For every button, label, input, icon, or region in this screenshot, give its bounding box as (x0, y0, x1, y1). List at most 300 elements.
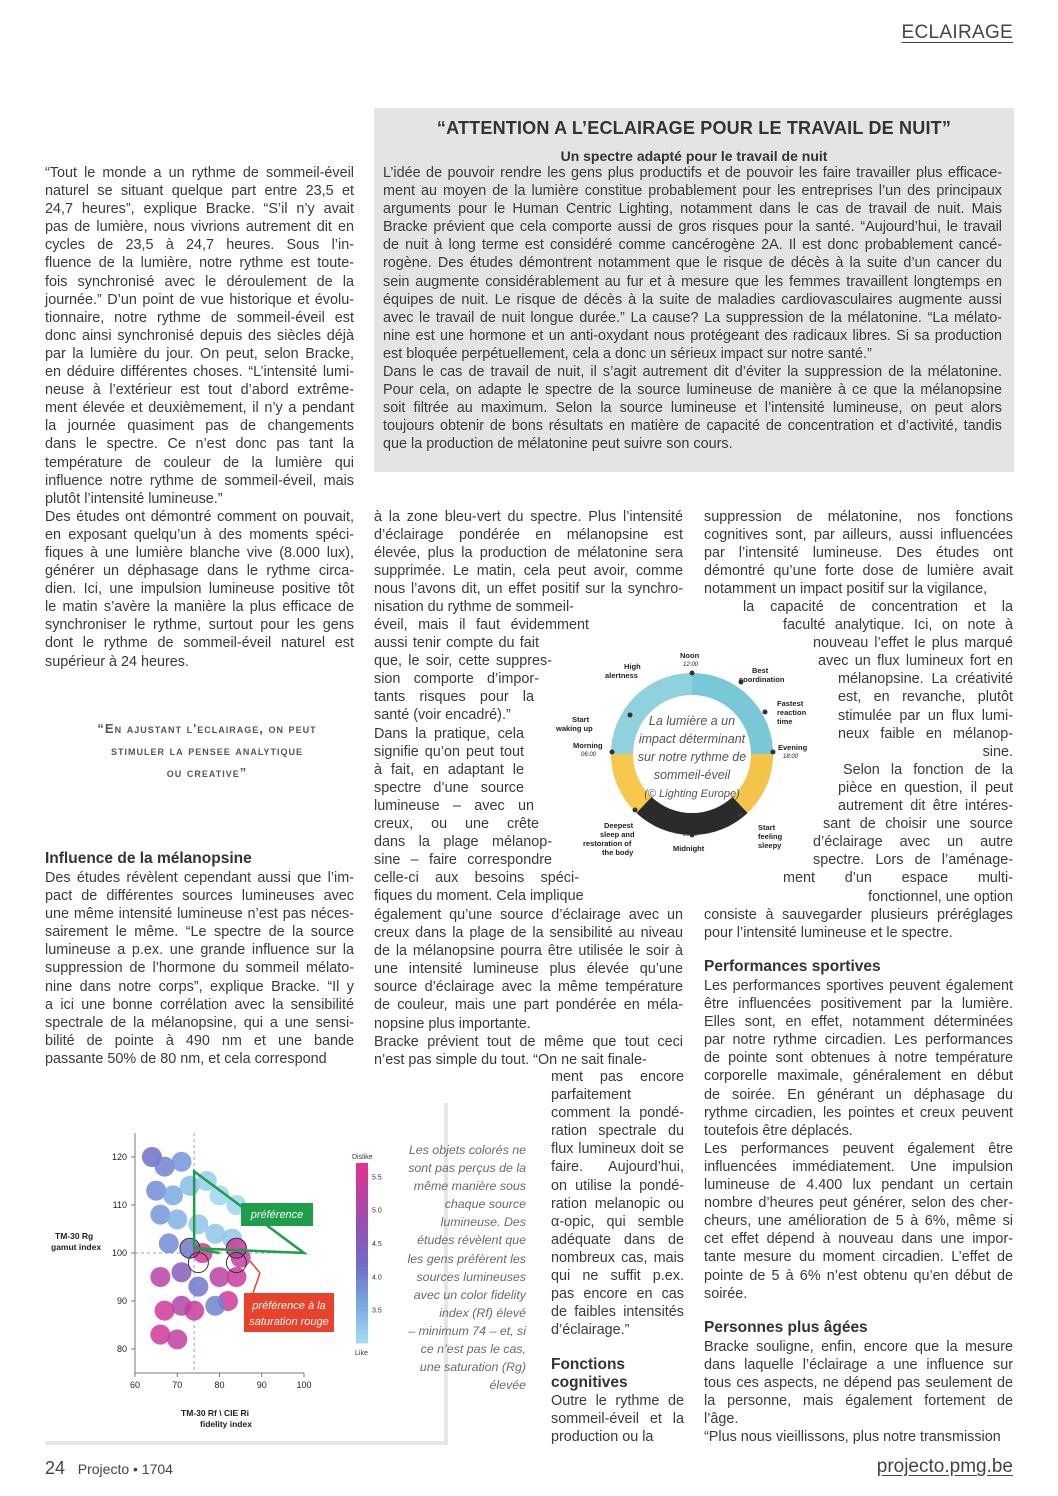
text-line: flux lumineux doit se (551, 1141, 684, 1158)
caption-line: même manière sous (413, 1179, 526, 1194)
text-line: nombreux cas, mais (551, 1249, 684, 1266)
text-line: pas encore en cas (551, 1286, 684, 1303)
data-point (171, 1152, 191, 1172)
label-deepest-sleep: sleep and (600, 830, 635, 839)
text-line: aussi tenir compte du fait (374, 635, 539, 652)
clock-center-text (638, 714, 746, 800)
colorbar-segment (356, 1276, 368, 1281)
pull-quote-line: ou creative” (166, 765, 248, 780)
label-fastest-reaction: Fastest (777, 699, 804, 708)
column-3-text (704, 508, 1013, 598)
column-2-text-3 (374, 906, 683, 1069)
data-point (184, 1301, 204, 1321)
text-line: être influencées positivement par la lumière. (704, 996, 1013, 1013)
caption-line: avec un color fidelity (413, 1287, 526, 1302)
text-line: que la production de mélatonine peut suivre son cours. (383, 436, 733, 453)
text-line: creux dans la plage de la sensibilité au niveau (374, 925, 683, 942)
colorbar-segment (356, 1213, 368, 1218)
chart-caption (400, 1141, 526, 1394)
text-line: “Plus nous vieillissons, plus notre transmission (704, 1429, 1001, 1446)
text-line: ration spectrale du (551, 1123, 684, 1140)
text-line: Les performances sportives peuvent également (704, 978, 1013, 994)
text-line: fiques à une lumière blanche vive (8.000 lux), (45, 544, 354, 561)
colorbar-tick-label: 3.5 (372, 1307, 382, 1315)
text-line: nine dans notre corps”, explique Bracke. “Il y (45, 978, 354, 995)
red-preference-label: saturation rouge (249, 1316, 329, 1328)
data-point (167, 1209, 187, 1229)
text-line: 24,7 heures”, explique Bracke. “S’il n’y avait (45, 201, 354, 218)
colorbar-segment (356, 1339, 368, 1344)
label-deepest-sleep: restoration of (583, 839, 632, 848)
text-line: bilité de pointe à 490 nm et une bande (45, 1032, 354, 1049)
heading-fonctions (551, 1356, 628, 1392)
text-line: la journée quasiment pas de changements (45, 418, 354, 435)
text-line: sine. (982, 743, 1013, 760)
text-line: spectre d’une source (374, 779, 524, 796)
text-line: toujours obtenir de bons résultats en matière de capacité de concentration et d’activité, tandis (383, 418, 1002, 435)
text-line: dans laquelle l’éclairage a une influence sur (704, 1357, 1013, 1374)
heading-personnes: Personnes plus âgées (704, 1319, 868, 1336)
text-line: consiste à sauvegarder plusieurs préréglages (704, 907, 1013, 923)
text-line: tants risques pour la (374, 689, 534, 706)
colorbar-segment (356, 1186, 368, 1191)
data-point (163, 1185, 183, 1205)
caption-line: les gens préfèrent les (407, 1251, 526, 1266)
text-line: le matin s’avère la manière la plus efficace de (45, 599, 354, 616)
colorbar-segment (356, 1208, 368, 1213)
text-line: lumineuse – avec un (374, 797, 534, 814)
colorbar-segment (356, 1177, 368, 1182)
text-line: tionnaire, notre rythme de sommeil-éveil est (45, 309, 354, 326)
page-number: 24 (45, 1458, 66, 1478)
data-point (205, 1296, 225, 1316)
text-line: nouveau l’effet le plus marqué (813, 635, 1013, 652)
footer-left (45, 1458, 173, 1479)
label-morning-time: 06:00 (581, 752, 597, 758)
text-line: par la lumière du jour. On peut, selon Bracke, (45, 345, 354, 362)
text-line: température de couleur de la lumière qui (45, 454, 354, 471)
colorbar-tick-label: 5.0 (372, 1207, 382, 1215)
preference-label: préférence (250, 1209, 304, 1221)
colorbar-segment (356, 1330, 368, 1335)
text-line: dien. Ici, une impulsion lumineuse positive tôt (45, 581, 354, 598)
text-line: “Tout le monde a un rythme de sommeil-éveil (45, 165, 354, 181)
data-point (150, 1267, 170, 1287)
text-line: suppression de mélatonine, nos fonctions (704, 509, 1013, 525)
data-point (159, 1233, 179, 1253)
text-line: supprimée. Le matin, cela peut avoir, comme (374, 563, 683, 580)
colorbar-segment (356, 1294, 368, 1299)
text-line: Selon la fonction de la (843, 761, 1013, 778)
caption-line: sources lumineuses (416, 1269, 526, 1284)
colorbar-segment (356, 1240, 368, 1245)
red-pointer-line (250, 1261, 260, 1273)
text-line: Elles sont, en effet, notamment déterminées (704, 1014, 1013, 1031)
text-line: la capacité de concentration et la (743, 599, 1013, 615)
text-line: sairement le même. “Le spectre de la source (45, 924, 354, 941)
text-line: neux faible en mélanop- (838, 725, 1013, 742)
circadian-clock-figure (552, 640, 808, 880)
colorbar-segment (356, 1235, 368, 1240)
x-axis-title: TM-30 Rf \ CIE Ri (181, 1408, 250, 1418)
colorbar-segment (356, 1195, 368, 1200)
text-line: on utilise la pondé- (551, 1177, 684, 1194)
text-line: n’est pas simple du tout. “On ne sait finale- (374, 1051, 647, 1068)
text-line: pointe de 5 à 6% n’est obtenu qu’en début de (704, 1267, 1013, 1284)
y-tick-label: 120 (111, 1152, 127, 1162)
text-line: d’éclairage.” (551, 1322, 630, 1339)
colorbar-segment (356, 1190, 368, 1195)
data-point (146, 1181, 166, 1201)
section-title: ECLAIRAGE (901, 22, 1013, 43)
colorbar-segment (356, 1204, 368, 1209)
label-deepest-sleep: the body (602, 848, 634, 857)
colorbar-segment (356, 1217, 368, 1222)
text-line: lumineuse a p.ex. une grande influence sur la (45, 942, 354, 959)
caption-line: index (Rf) élevé (439, 1305, 526, 1320)
box-title: “ATTENTION A L’ECLAIRAGE POUR LE TRAVAIL DE NUIT” (436, 118, 952, 138)
text-line: tous ces aspects, ne dépend pas seulement de (704, 1375, 1013, 1392)
clock-center-line: impact déterminant (638, 732, 746, 746)
data-point (205, 1224, 225, 1244)
heading-melanopsine: Influence de la mélanopsine (45, 850, 252, 867)
text-line: ment élevée et deuxièmement, il n’y a pendant (45, 400, 354, 417)
text-line: ment au moyen de la lumière constitue probablement pour les entreprises l’un des principaux (383, 183, 1002, 200)
colorbar-segment (356, 1316, 368, 1321)
text-line: l’âge. (704, 1411, 739, 1428)
pull-quote-line: “En ajustant l'eclairage, on peut (97, 721, 317, 736)
data-point (155, 1157, 175, 1177)
label-evening-time: 18:00 (783, 754, 799, 760)
caption-line: ce n’est pas le cas, (420, 1342, 526, 1357)
column-1-text (45, 164, 354, 671)
clock-center-line: sommeil-éveil (653, 768, 731, 782)
text-line: sine – faire correspondre (374, 852, 552, 869)
label-best-coordination: Best (752, 666, 769, 675)
pull-quote-line: stimuler la pensee analytique (110, 743, 304, 758)
text-line: nombre d’heures peut générer, selon des cher- (704, 1195, 1013, 1212)
text-line: fluence de la lumière, notre rythme est toute- (45, 255, 354, 272)
colorbar-segment (356, 1222, 368, 1227)
colorbar-segment (356, 1289, 368, 1294)
text-line: à la zone bleu-vert du spectre. Plus l’intensité (374, 509, 683, 525)
text-line: que, le soir, cette suppres- (374, 653, 552, 670)
x-tick-label: 90 (256, 1380, 267, 1390)
colorbar-tick-label: 5.5 (372, 1174, 382, 1182)
column-3-old-text (704, 1338, 1013, 1447)
text-line: ment d’un espace multi- (783, 870, 1013, 887)
colorbar-segment (356, 1226, 368, 1231)
y-axis-title: TM-30 Rg (55, 1231, 94, 1241)
text-line: nopsine plus importante. (374, 1015, 531, 1032)
label-start-waking: waking up (556, 724, 593, 733)
magazine-issue: Projecto • 1704 (77, 1461, 173, 1477)
column-3-text-3 (704, 906, 1013, 942)
colorbar-segment (356, 1168, 368, 1173)
text-line: notamment un impact positif sur la vigilance, (704, 581, 988, 598)
colorbar-segment (356, 1262, 368, 1267)
x-tick-label: 70 (172, 1380, 183, 1390)
chart-annotations (241, 1203, 334, 1332)
data-point (150, 1205, 170, 1225)
text-line: rogène. Des études démontrent notamment que le risque de décès à la suite d’un cancer du (383, 255, 1002, 272)
text-line: par l’intensité lumineuse. Des études ont (704, 545, 1013, 562)
text-line: Dans la pratique, cela (374, 725, 524, 742)
text-line: tante mesure du moment circadien. L’effet de (704, 1249, 1013, 1266)
text-line: dans la plage mélanop- (374, 834, 552, 851)
caption-line: lumineuse. Des (440, 1215, 526, 1230)
box-body (383, 164, 1002, 454)
text-line: celle-ci aux besoins spéci- (374, 870, 579, 887)
text-line: une intensité lumineuse plus élevée qu’une (374, 961, 683, 978)
text-line: éveil, mais il faut évidemment (374, 617, 589, 633)
text-line: fonctionnel, une option (868, 888, 1013, 905)
text-line: a ici une bonne corrélation avec la sensibilité (45, 996, 354, 1013)
text-line: signifie qu’on peut tout (374, 743, 524, 760)
colorbar-bottom-label: Like (355, 1350, 368, 1357)
label-high-alertness: High (624, 662, 641, 671)
colorbar-segment (356, 1298, 368, 1303)
text-line: source d’éclairage avec la même température (374, 979, 683, 996)
text-line: Bracke prévient tout de même que tout ceci (374, 1033, 683, 1050)
text-line: sommeil-éveil et la (551, 1411, 684, 1428)
label-best-coordination: coordination (739, 675, 785, 684)
text-line: fiques du moment. Cela implique (374, 888, 584, 905)
text-line: élevée, plus la production de mélatonine sera (374, 545, 683, 562)
text-line: Les performances peuvent également être (704, 1140, 1013, 1157)
column-2-text (374, 508, 683, 617)
colorbar-segment (356, 1285, 368, 1290)
text-line: cheurs, une amélioration de 5 à 6%, même si (704, 1213, 1013, 1230)
text-line: démontré qu’une forte dose de lumière avait (704, 563, 1013, 580)
colorbar-segment (356, 1325, 368, 1330)
column-1-text-2 (45, 869, 354, 1068)
colorbar-segment (356, 1321, 368, 1326)
text-line: pièce en question, il peut (838, 779, 1013, 796)
x-axis-title: fidelity index (200, 1419, 252, 1429)
x-tick-label: 100 (296, 1380, 312, 1390)
text-line: neuse à l’extérieur est tout d’abord extrême- (45, 382, 354, 399)
column-2-end-text (551, 1392, 684, 1446)
text-line: nine est une hormone et un anti-oxydant nous protégeant des radicaux libres. Si sa production (383, 327, 1002, 344)
text-line: nous l’avons dit, un effet positif sur la synchro- (374, 581, 683, 598)
text-line: sant de choisir une source (823, 816, 1013, 833)
colorbar-top-label: Dislike (352, 1154, 373, 1161)
text-line: faculté analytique. Ici, on note à (783, 617, 1013, 634)
red-preference-label: préférence à la (252, 1300, 326, 1312)
text-line: de faibles intensités (551, 1304, 684, 1321)
colorbar-segment (356, 1231, 368, 1236)
text-line: spectre. Lors de l’aménage- (813, 852, 1013, 869)
clock-center-line: sur notre rythme de (637, 750, 747, 764)
label-deepest-sleep: Deepest (604, 821, 634, 830)
colorbar-segment (356, 1280, 368, 1285)
text-line: sion comporte d’impor- (374, 671, 539, 688)
label-evening: Evening (778, 743, 808, 752)
pull-quote (62, 718, 352, 784)
label-start-sleepy: Start (758, 823, 776, 832)
plot-layer (112, 1133, 382, 1390)
text-line: par notre rythme circadien. Les performances (704, 1032, 1013, 1049)
data-point (188, 1214, 208, 1234)
label-fastest-reaction: time (777, 717, 793, 726)
text-line: une même intensité lumineuse n’est pas néces- (45, 906, 354, 923)
y-tick-label: 90 (116, 1296, 127, 1306)
text-line: stimulée par un flux lumi- (838, 707, 1013, 724)
text-line: de couleur, mais une part pondérée en méla- (374, 997, 683, 1014)
label-fastest-reaction: reaction (777, 708, 807, 717)
label-noon: Noon (680, 651, 700, 660)
text-line: générer un déphasage dans le rythme circa- (45, 563, 354, 580)
label-start-waking: Start (572, 715, 590, 724)
text-line: adéquate dans de (551, 1231, 684, 1248)
box-subtitle: Un spectre adapté pour le travail de nuit (560, 148, 828, 164)
data-point (188, 1277, 208, 1297)
x-tick-label: 80 (214, 1380, 225, 1390)
y-tick-label: 110 (112, 1200, 127, 1210)
text-line: cognitives sont, par ailleurs, aussi influencées (704, 527, 1013, 544)
label-start-sleepy: sleepy (758, 841, 782, 850)
text-line: avec le travail de nuit longue durée.” La cause? La suppression de la mélatonine. “La mélato- (383, 309, 1002, 326)
colorbar-segment (356, 1307, 368, 1312)
scatter-chart (45, 1103, 444, 1441)
text-line: de la mélanopsine pourra être utilisée le soir à (374, 943, 683, 960)
colorbar-segment (356, 1181, 368, 1186)
red-pointer-line (253, 1273, 260, 1293)
text-line: Bracke souligne, enfin, encore que la mesure (704, 1339, 1013, 1355)
heading-line: cognitives (551, 1374, 628, 1391)
clock-center-line: (© Lighting Europe) (644, 788, 740, 800)
text-line: d’éclairage pondérée en mélanopsine est (374, 527, 683, 544)
colorbar-segment (356, 1271, 368, 1276)
label-morning: Morning (573, 741, 603, 750)
text-line: cycles de 23,5 à 24,7 heures. Sous l’in- (45, 237, 354, 254)
column-3-sport-text (704, 977, 1013, 1303)
text-line: ration melanopic ou (551, 1195, 684, 1212)
text-line: sein augmente considérablement au fur et à mesure que les femmes travaillent longtemps en (383, 273, 1002, 290)
text-line: soit filtrée au maximum. Selon la source lumineuse et l’intensité lumineuse, on peut alors (383, 400, 1002, 417)
text-line: naturel se situant quelque part entre 23,5 et (45, 183, 354, 200)
heading-performances: Performances sportives (704, 958, 881, 975)
text-line: en déduire différentes choses. “L’intensité lumi- (45, 364, 354, 381)
text-line: L’idée de pouvoir rendre les gens plus productifs et de pouvoir les faire travailler plus efficace- (383, 165, 1002, 181)
x-tick-label: 60 (129, 1380, 141, 1390)
text-line: équipes de nuit. Le risque de décès à la suite de maladies cardiovasculaires augmente aussi (383, 291, 1002, 308)
text-line: faire. Aujourd’hui, (551, 1159, 684, 1176)
chart-panel (45, 1103, 448, 1445)
text-line: passante 50% de 80 nm, et cela correspond (45, 1050, 327, 1067)
text-line: donc ainsi synchronisé depuis des siècles déjà (45, 327, 354, 344)
text-line: suppression de l’hormone du sommeil mélato- (45, 960, 354, 977)
text-line: plutôt l’intensité lumineuse.” (45, 490, 223, 507)
text-line: Bracke prévient que cela comporte aussi de gros risques pour la santé. “Aujourd’hui, le travail (383, 219, 1002, 236)
text-line: pas de lumière, nous vivrions autrement dit en (45, 219, 354, 236)
text-line: journée.” D’un point de vue historique et évolu- (45, 291, 354, 308)
text-line: qui ne suffit p.ex. (551, 1268, 684, 1285)
caption-line: chaque source (444, 1197, 526, 1212)
text-line: pact de différentes sources lumineuses avec (45, 888, 354, 905)
text-line: creux, ou une crête (374, 816, 539, 833)
colorbar-segment (356, 1172, 368, 1177)
colorbar-tick-label: 4.0 (372, 1274, 382, 1282)
text-line: d’éclairage avec un autre (813, 834, 1013, 851)
website-link[interactable]: projecto.pmg.be (876, 1456, 1013, 1477)
text-line: Outre le rythme de (551, 1393, 684, 1409)
text-line: santé (voir encadré).” (374, 707, 511, 724)
text-line: influencées immédiatement. Une impulsion (704, 1158, 1013, 1175)
colorbar-segment (356, 1267, 368, 1272)
column-2-narrow-text (551, 1068, 684, 1339)
text-line: parfaitement (551, 1087, 631, 1104)
text-line: est, en revanche, plutôt (838, 689, 1013, 706)
text-line: supérieur à 24 heures. (45, 653, 189, 670)
text-line: dont le rythme de sommeil-éveil naturel est (45, 635, 354, 652)
text-line: avec un flux lumineux fort en (818, 653, 1013, 670)
text-line: en exposant quelqu’un à des moments spéci- (45, 526, 354, 543)
text-line: lumineuse de 4.400 lux pendant un certain (704, 1177, 1013, 1194)
text-line: dans le spectre. Ce n’est donc pas tant la (45, 436, 354, 453)
caption-line: élevée (489, 1378, 526, 1393)
text-line: fois synchronisé avec le déroulement de la (45, 273, 354, 290)
colorbar-segment (356, 1163, 368, 1168)
data-point (167, 1329, 187, 1349)
label-start-sleepy: feeling (758, 832, 783, 841)
text-line: α-opic, qui semble (551, 1213, 684, 1230)
data-point (155, 1301, 175, 1321)
y-tick-label: 100 (111, 1248, 127, 1258)
y-tick-label: 80 (116, 1344, 127, 1354)
label-high-alertness: alertness (605, 671, 638, 680)
label-midnight: Midnight (673, 844, 705, 853)
data-point (150, 1325, 170, 1345)
colorbar-segment (356, 1334, 368, 1339)
text-line: influence notre rythme de sommeil-éveil, mais (45, 472, 354, 489)
caption-line: études révèlent que (417, 1233, 526, 1248)
text-line: cet effet dépend à nouveau dans une impor- (704, 1231, 1013, 1248)
text-line: mélanopsine. La créativité (838, 671, 1013, 688)
text-line: également qu’une source d’éclairage avec un (374, 907, 683, 923)
colorbar-segment (356, 1249, 368, 1254)
label-noon-time: 12:00 (683, 662, 699, 668)
text-line: pour l’intensité lumineuse et le spectre. (704, 925, 953, 942)
text-line: nisation du rythme de sommeil- (374, 599, 574, 616)
data-point (180, 1176, 200, 1196)
text-line: rythme circadien, les pointes et creux peuvent (704, 1104, 1013, 1121)
caption-line: une saturation (Rg) (419, 1360, 526, 1375)
text-line: de pointe sont obtenues à notre température (704, 1050, 1013, 1067)
text-line: toutefois être déplacés. (704, 1122, 853, 1139)
text-line: Dans le cas de travail de nuit, il s’agit autrement dit d’éviter la suppression de la mélatonine. (383, 364, 1002, 381)
text-line: spectrale de la mélanopsine, qui a une sensi- (45, 1014, 354, 1031)
text-line: corporelle maximale, généralement en début (704, 1068, 1013, 1085)
chart-frame (45, 1103, 448, 1445)
clock-center-line: La lumière a un (648, 714, 736, 728)
caption-line: Les objets colorés ne (408, 1143, 526, 1157)
colorbar-segment (356, 1199, 368, 1204)
text-line: la personne, mais également fortement de (704, 1393, 1013, 1410)
y-axis-title: gamut index (51, 1242, 102, 1252)
text-line: production ou la (551, 1429, 654, 1446)
colorbar-tick-label: 4.5 (372, 1241, 382, 1248)
colorbar-segment (356, 1312, 368, 1317)
text-line: ment pas encore (551, 1069, 684, 1085)
colorbar-segment (356, 1258, 368, 1263)
sidebar-box (374, 108, 1014, 472)
colorbar-segment (356, 1303, 368, 1308)
text-line: de nuit à long terme est considéré comme cancérogène 2A. Il est donc probablement cancé- (383, 237, 1002, 254)
text-line: synchroniser le rythme, surtout pour les gens (45, 617, 354, 634)
colorbar-segment (356, 1253, 368, 1258)
